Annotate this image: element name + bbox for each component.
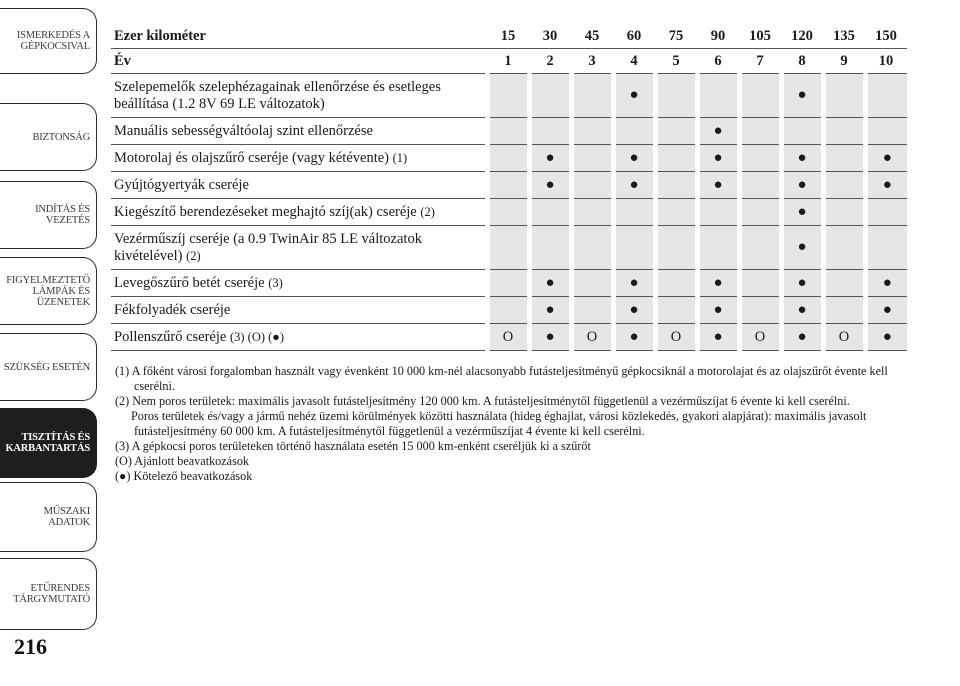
recommended-mark: O xyxy=(487,324,529,351)
mandatory-mark: ● xyxy=(781,297,823,324)
mandatory-mark: ● xyxy=(697,145,739,172)
schedule-cell xyxy=(823,226,865,270)
schedule-cell xyxy=(865,118,907,145)
schedule-cell xyxy=(865,226,907,270)
schedule-cell xyxy=(865,199,907,226)
schedule-cell xyxy=(487,270,529,297)
header-km-value: 60 xyxy=(613,24,655,49)
footnote-1: (1) A főként városi forgalomban használt vagy évenként 10 000 km-nél alacsonyabb futásteljesítményű gépkocsiknál a motorolajat és az olajszűrőt évente kell cserélni. xyxy=(115,364,888,393)
row-label xyxy=(111,324,487,351)
mandatory-mark: ● xyxy=(613,172,655,199)
schedule-cell xyxy=(529,226,571,270)
tab-targymutato[interactable]: ETŰRENDES TÁRGYMUTATÓ xyxy=(0,558,97,630)
table-row xyxy=(111,74,907,118)
mandatory-mark: ● xyxy=(529,297,571,324)
recommended-mark: O xyxy=(655,324,697,351)
recommended-mark: O xyxy=(571,324,613,351)
schedule-cell xyxy=(613,226,655,270)
row-label-text: Levegőszűrő betét cseréje xyxy=(114,274,269,291)
row-label-text: Pollenszűrő cseréje xyxy=(114,328,230,345)
mandatory-mark: ● xyxy=(613,324,655,351)
header-year-value: 1 xyxy=(487,49,529,74)
row-label-text: Kiegészítő berendezéseket meghajtó szíj(ak) cseréje xyxy=(114,203,421,220)
schedule-cell xyxy=(487,145,529,172)
row-label xyxy=(111,270,487,297)
maintenance-table xyxy=(111,24,907,351)
row-label xyxy=(111,297,487,324)
header-row-km xyxy=(111,24,907,49)
table-row xyxy=(111,324,907,351)
footnote-3: (3) A gépkocsi poros területeken történő használata esetén 15 000 km-enként cseréljük ki a szűrőt xyxy=(115,439,591,453)
header-km-label: Ezer kilométer xyxy=(111,24,487,49)
schedule-cell xyxy=(487,297,529,324)
schedule-cell xyxy=(529,118,571,145)
schedule-cell xyxy=(487,172,529,199)
schedule-cell xyxy=(487,199,529,226)
schedule-cell xyxy=(529,74,571,118)
mandatory-mark: ● xyxy=(781,172,823,199)
schedule-cell xyxy=(739,270,781,297)
header-year-value: 9 xyxy=(823,49,865,74)
header-km-value: 120 xyxy=(781,24,823,49)
table-row xyxy=(111,172,907,199)
header-year-value: 7 xyxy=(739,49,781,74)
schedule-cell xyxy=(739,172,781,199)
schedule-cell xyxy=(823,297,865,324)
row-label-note: (1) xyxy=(392,150,408,165)
header-km-value: 105 xyxy=(739,24,781,49)
header-year-value: 10 xyxy=(865,49,907,74)
schedule-cell xyxy=(739,226,781,270)
row-label-note: (3) (O) (●) xyxy=(229,329,285,344)
maintenance-schedule xyxy=(111,24,907,351)
schedule-cell xyxy=(823,172,865,199)
footnote-2b: Poros területek és/vagy a jármű nehéz üzemi körülmények közötti használata (hideg éghajlat, városi közlekedés, gyakori alapjárat): maximális javasolt futásteljesítmény 60 000 km. A futásteljesítménytől függetlenül a vezérműszíjat 4 évente ki kell cserélni. xyxy=(131,409,867,438)
schedule-cell xyxy=(655,199,697,226)
legend-mandatory: (●) Kötelező beavatkozások xyxy=(115,469,253,483)
header-year-value: 8 xyxy=(781,49,823,74)
table-row xyxy=(111,226,907,270)
schedule-cell xyxy=(865,74,907,118)
mandatory-mark: ● xyxy=(529,324,571,351)
schedule-cell xyxy=(613,199,655,226)
schedule-cell xyxy=(571,118,613,145)
header-year-value: 5 xyxy=(655,49,697,74)
schedule-cell xyxy=(697,226,739,270)
tab-tisztitas[interactable]: TISZTÍTÁS ÉS KARBANTARTÁS xyxy=(0,408,97,478)
footnote-2: (2) Nem poros területek: maximális javasolt futásteljesítmény 120 000 km. A futásteljesítménytől függetlenül a vezérműszíjat 6 évente ki kell cserélni. xyxy=(115,394,850,408)
schedule-cell xyxy=(571,145,613,172)
row-label-text: Vezérműszíj cseréje (a 0.9 TwinAir 85 LE változatok kivételével) xyxy=(114,230,422,264)
row-label-text: Manuális sebességváltóolaj szint ellenőrzése xyxy=(114,122,373,139)
row-label-text: Motorolaj és olajszűrő cseréje (vagy kétévente) xyxy=(114,149,393,166)
schedule-cell xyxy=(823,199,865,226)
row-label xyxy=(111,74,487,118)
row-label xyxy=(111,226,487,270)
schedule-cell xyxy=(655,226,697,270)
header-year-value: 2 xyxy=(529,49,571,74)
mandatory-mark: ● xyxy=(529,145,571,172)
schedule-cell xyxy=(655,145,697,172)
header-year-label: Év xyxy=(111,49,487,74)
mandatory-mark: ● xyxy=(529,172,571,199)
mandatory-mark: ● xyxy=(781,324,823,351)
schedule-cell xyxy=(739,118,781,145)
mandatory-mark: ● xyxy=(781,226,823,270)
mandatory-mark: ● xyxy=(865,172,907,199)
header-year-value: 6 xyxy=(697,49,739,74)
row-label xyxy=(111,199,487,226)
schedule-cell xyxy=(487,118,529,145)
schedule-cell xyxy=(571,172,613,199)
row-label xyxy=(111,145,487,172)
mandatory-mark: ● xyxy=(613,145,655,172)
schedule-cell xyxy=(697,199,739,226)
schedule-cell xyxy=(739,297,781,324)
footnotes xyxy=(115,364,905,484)
header-year-value: 3 xyxy=(571,49,613,74)
mandatory-mark: ● xyxy=(865,297,907,324)
recommended-mark: O xyxy=(739,324,781,351)
schedule-cell xyxy=(823,270,865,297)
tab-inditas[interactable]: INDÍTÁS ÉS VEZETÉS xyxy=(0,181,97,249)
table-row xyxy=(111,118,907,145)
schedule-cell xyxy=(823,145,865,172)
schedule-cell xyxy=(739,145,781,172)
row-label xyxy=(111,172,487,199)
schedule-cell xyxy=(613,118,655,145)
mandatory-mark: ● xyxy=(697,118,739,145)
header-km-value: 90 xyxy=(697,24,739,49)
schedule-cell xyxy=(823,118,865,145)
table-row xyxy=(111,145,907,172)
table-row xyxy=(111,270,907,297)
mandatory-mark: ● xyxy=(697,324,739,351)
mandatory-mark: ● xyxy=(781,145,823,172)
header-row-year xyxy=(111,49,907,74)
schedule-cell xyxy=(655,270,697,297)
chapter-sidebar xyxy=(0,0,100,640)
row-label-note: (2) xyxy=(186,248,201,263)
schedule-cell xyxy=(529,199,571,226)
table-row xyxy=(111,297,907,324)
mandatory-mark: ● xyxy=(613,74,655,118)
tab-figyelmezteto[interactable]: FIGYELMEZTETŐ LÁMPÁK ÉS ÜZENETEK xyxy=(0,257,97,325)
row-label-note: (2) xyxy=(420,204,435,219)
tab-ismerkedes[interactable]: ISMERKEDÉS A GÉPKOCSIVAL xyxy=(0,8,97,74)
legend-recommended: (O) Ajánlott beavatkozások xyxy=(115,454,250,468)
schedule-cell xyxy=(487,226,529,270)
recommended-mark: O xyxy=(823,324,865,351)
schedule-cell xyxy=(739,74,781,118)
schedule-cell xyxy=(823,74,865,118)
schedule-cell xyxy=(697,74,739,118)
header-km-value: 150 xyxy=(865,24,907,49)
schedule-cell xyxy=(739,199,781,226)
mandatory-mark: ● xyxy=(865,270,907,297)
header-km-value: 45 xyxy=(571,24,613,49)
mandatory-mark: ● xyxy=(865,145,907,172)
mandatory-mark: ● xyxy=(613,297,655,324)
mandatory-mark: ● xyxy=(781,270,823,297)
schedule-cell xyxy=(571,74,613,118)
schedule-cell xyxy=(655,74,697,118)
table-row xyxy=(111,199,907,226)
schedule-cell xyxy=(655,297,697,324)
mandatory-mark: ● xyxy=(697,270,739,297)
schedule-cell xyxy=(571,199,613,226)
schedule-cell xyxy=(655,172,697,199)
schedule-cell xyxy=(655,118,697,145)
tab-biztonsag[interactable]: BIZTONSÁG xyxy=(0,103,97,171)
page-number: 216 xyxy=(14,634,47,659)
mandatory-mark: ● xyxy=(697,297,739,324)
row-label-text: Fékfolyadék cseréje xyxy=(114,301,231,318)
row-label-note: (3) xyxy=(268,275,283,290)
header-km-value: 75 xyxy=(655,24,697,49)
schedule-cell xyxy=(571,297,613,324)
mandatory-mark: ● xyxy=(781,199,823,226)
mandatory-mark: ● xyxy=(865,324,907,351)
schedule-cell xyxy=(571,226,613,270)
header-km-value: 15 xyxy=(487,24,529,49)
tab-muszaki[interactable]: MŰSZAKI ADATOK xyxy=(0,482,97,552)
tab-szukseg[interactable]: SZÜKSÉG ESETÉN xyxy=(0,333,97,401)
row-label-text: Gyújtógyertyák cseréje xyxy=(114,176,249,193)
row-label xyxy=(111,118,487,145)
header-km-value: 135 xyxy=(823,24,865,49)
row-label-text: Szelepemelők szelephézagainak ellenőrzése és esetleges beállítása (1.2 8V 69 LE változatok) xyxy=(114,78,441,112)
mandatory-mark: ● xyxy=(781,74,823,118)
schedule-cell xyxy=(487,74,529,118)
header-year-value: 4 xyxy=(613,49,655,74)
header-km-value: 30 xyxy=(529,24,571,49)
schedule-cell xyxy=(571,270,613,297)
schedule-cell xyxy=(781,118,823,145)
mandatory-mark: ● xyxy=(613,270,655,297)
mandatory-mark: ● xyxy=(697,172,739,199)
mandatory-mark: ● xyxy=(529,270,571,297)
